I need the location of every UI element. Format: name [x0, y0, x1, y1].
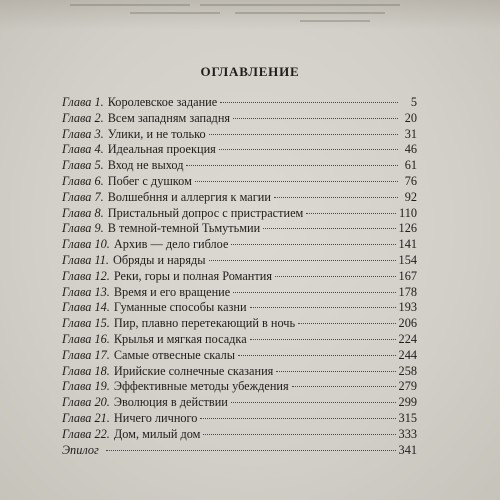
dot-leader: [209, 260, 396, 261]
toc-entry: [62, 237, 417, 253]
page-number: 46: [404, 142, 417, 157]
dot-leader: [238, 355, 396, 356]
chapter-label: Глава 11.: [62, 252, 109, 267]
dot-leader: [219, 149, 398, 150]
dot-leader: [263, 228, 395, 229]
chapter-title: Идеальная проекция: [107, 142, 216, 157]
page-number: 167: [398, 268, 417, 283]
page-number: 31: [404, 126, 417, 141]
toc-entry: [62, 364, 417, 380]
chapter-label: Глава 15.: [62, 316, 110, 331]
toc-entry: [62, 221, 417, 237]
chapter-title: Архив — дело гиблое: [113, 237, 229, 252]
chapter-label: Глава 16.: [62, 331, 110, 346]
chapter-title: Крылья и мягкая посадка: [113, 331, 247, 346]
dot-leader: [203, 434, 395, 435]
chapter-title: Побег с душком: [107, 173, 192, 188]
chapter-label: Глава 8.: [62, 205, 104, 220]
chapter-label: Глава 2.: [62, 110, 104, 125]
toc-entry: [62, 142, 417, 158]
chapter-label: Глава 12.: [62, 268, 110, 283]
toc-entry: [62, 174, 417, 190]
table-of-contents: [62, 95, 417, 458]
chapter-title: Эффективные методы убеждения: [113, 379, 289, 394]
bleed-through-text: [0, 0, 500, 30]
page-number: 126: [398, 221, 417, 236]
dot-leader: [250, 307, 396, 308]
dot-leader: [186, 165, 398, 166]
chapter-label: Глава 5.: [62, 158, 104, 173]
chapter-title: Ирийские солнечные сказания: [113, 363, 274, 378]
chapter-label: Глава 9.: [62, 221, 104, 236]
chapter-title: Эволюция в действии: [113, 395, 228, 410]
dot-leader: [250, 339, 396, 340]
toc-heading: ОГЛАВЛЕНИЕ: [200, 64, 300, 79]
toc-entry: [62, 127, 417, 143]
page-number: 20: [404, 110, 417, 125]
chapter-label: Глава 18.: [62, 363, 110, 378]
page-number: 141: [398, 237, 417, 252]
dot-leader: [276, 371, 395, 372]
page-number: 206: [398, 316, 417, 331]
chapter-title: Дом, милый дом: [113, 426, 201, 441]
toc-entry: [62, 395, 417, 411]
page-number: 341: [398, 442, 417, 457]
chapter-label: Глава 22.: [62, 426, 110, 441]
page-number: 76: [404, 173, 417, 188]
chapter-title: В темной-темной Тьмутьмии: [107, 221, 261, 236]
page-number: 92: [404, 189, 417, 204]
toc-entry: [62, 285, 417, 301]
dot-leader: [292, 386, 396, 387]
chapter-label: Глава 4.: [62, 142, 104, 157]
chapter-label: Эпилог: [62, 442, 99, 457]
chapter-label: Глава 17.: [62, 347, 110, 362]
toc-entry: [62, 348, 417, 364]
dot-leader: [106, 450, 396, 451]
page-number: 299: [398, 395, 417, 410]
dot-leader: [306, 213, 396, 214]
chapter-title: Всем западням западня: [107, 110, 231, 125]
chapter-title: Время и его вращение: [113, 284, 231, 299]
page-number: 258: [398, 363, 417, 378]
dot-leader: [298, 323, 395, 324]
dot-leader: [231, 402, 396, 403]
page-number: 178: [398, 284, 417, 299]
toc-entry: [62, 111, 417, 127]
dot-leader: [200, 418, 395, 419]
toc-entry: [62, 427, 417, 443]
toc-entry: [62, 443, 417, 459]
toc-entry: [62, 316, 417, 332]
dot-leader: [209, 134, 398, 135]
toc-entry: [62, 158, 417, 174]
chapter-title: Пристальный допрос с пристрастием: [107, 205, 304, 220]
chapter-title: Пир, плавно перетекающий в ночь: [113, 316, 296, 331]
chapter-label: Глава 1.: [62, 95, 104, 109]
chapter-title: Волшебння и аллергия к магии: [107, 189, 271, 204]
chapter-label: Глава 6.: [62, 173, 104, 188]
chapter-title: Гуманные способы казни: [113, 300, 247, 315]
chapter-title: Королевское задание: [107, 95, 218, 109]
toc-entry: [62, 190, 417, 206]
dot-leader: [233, 292, 395, 293]
page-number: 154: [398, 252, 417, 267]
page-number: 5: [410, 95, 417, 109]
page-number: 333: [398, 426, 417, 441]
dot-leader: [233, 118, 398, 119]
chapter-label: Глава 19.: [62, 379, 110, 394]
chapter-label: Глава 21.: [62, 410, 110, 425]
toc-entry: [62, 95, 417, 111]
chapter-label: Глава 10.: [62, 237, 110, 252]
page-number: 193: [398, 300, 417, 315]
toc-entry: [62, 253, 417, 269]
chapter-label: Глава 13.: [62, 284, 110, 299]
toc-entry: [62, 332, 417, 348]
dot-leader: [231, 244, 395, 245]
chapter-label: Глава 20.: [62, 395, 110, 410]
toc-entry: [62, 379, 417, 395]
page-number: 315: [398, 410, 417, 425]
chapter-title: Улики, и не только: [107, 126, 206, 141]
toc-entry: [62, 269, 417, 285]
dot-leader: [275, 276, 396, 277]
dot-leader: [195, 181, 398, 182]
page-number: 279: [398, 379, 417, 394]
dot-leader: [220, 102, 398, 103]
chapter-label: Глава 3.: [62, 126, 104, 141]
dot-leader: [274, 197, 398, 198]
page-number: 244: [398, 347, 417, 362]
page-number: 110: [399, 205, 417, 220]
chapter-label: Глава 7.: [62, 189, 104, 204]
chapter-label: Глава 14.: [62, 300, 110, 315]
toc-entry: [62, 411, 417, 427]
toc-entry: [62, 206, 417, 222]
page-number: 224: [398, 331, 417, 346]
page-number: 61: [404, 158, 417, 173]
chapter-title: Реки, горы и полная Романтия: [113, 268, 272, 283]
chapter-title: Вход не выход: [107, 158, 184, 173]
chapter-title: Ничего личного: [113, 410, 198, 425]
chapter-title: Обряды и наряды: [112, 252, 206, 267]
toc-entry: [62, 300, 417, 316]
chapter-title: Самые отвесные скалы: [113, 347, 235, 362]
